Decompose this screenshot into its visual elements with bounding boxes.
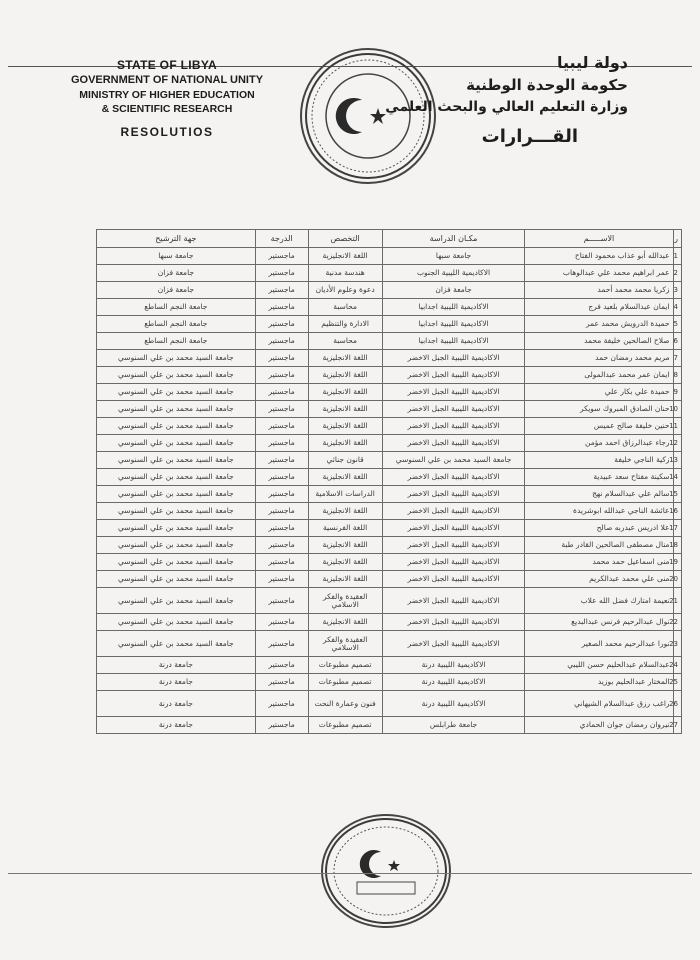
nominees-table — [96, 229, 682, 734]
table-row — [97, 282, 682, 299]
table-header-row — [97, 230, 682, 248]
english-letterhead — [62, 58, 272, 139]
nominee-name-cell: نوال عبدالرحيم فرنس عبدالبديع — [525, 614, 673, 631]
nominating-body-cell: جامعة السيد محمد بن علي السنوسي — [97, 614, 256, 631]
study-place-cell: الاكاديمية الليبية درنة — [382, 691, 525, 717]
nominating-body-cell: جامعة درنة — [97, 717, 256, 734]
row-number-cell: 25 — [673, 674, 681, 691]
degree-cell: ماجستير — [255, 717, 308, 734]
nominating-body-cell: جامعة السيد محمد بن علي السنوسي — [97, 350, 256, 367]
study-place-cell: الاكاديمية الليبية اجدابيا — [382, 333, 525, 350]
resolutions-title-en: RESOLUTIOS — [120, 125, 214, 139]
row-number-cell: 18 — [673, 537, 681, 554]
degree-cell: ماجستير — [255, 631, 308, 657]
specialization-cell: العقيدة والفكر الاسلامي — [308, 588, 382, 614]
nominee-name-cell: سالم علي عبدالسلام نهج — [525, 486, 673, 503]
table-row — [97, 452, 682, 469]
study-place-cell: جامعة سبها — [382, 248, 525, 265]
footer-rule — [8, 873, 692, 874]
study-place-cell: الاكاديمية الليبية الجبل الاخضر — [382, 486, 525, 503]
row-number-cell: 7 — [673, 350, 681, 367]
nominee-name-cell: حنان الصادق المبروك سويكر — [525, 401, 673, 418]
row-number-cell: 5 — [673, 316, 681, 333]
row-number-cell: 4 — [673, 299, 681, 316]
nominee-name-cell: منال مصطفى الصالحين القادر طبة — [525, 537, 673, 554]
degree-cell: ماجستير — [255, 435, 308, 452]
study-place-cell: الاكاديمية الليبية الجبل الاخضر — [382, 367, 525, 384]
degree-cell: ماجستير — [255, 503, 308, 520]
nominating-body-cell: جامعة درنة — [97, 674, 256, 691]
specialization-cell: تصميم مطبوعات — [308, 657, 382, 674]
table-row — [97, 401, 682, 418]
row-number-cell: 14 — [673, 469, 681, 486]
degree-cell: ماجستير — [255, 486, 308, 503]
table-row — [97, 717, 682, 734]
ministry-name-ar: وزارة التعليم العالي والبحث العلمي — [385, 99, 628, 115]
nominating-body-cell: جامعة السيد محمد بن علي السنوسي — [97, 486, 256, 503]
specialization-cell: اللغة الانجليزية — [308, 554, 382, 571]
degree-cell: ماجستير — [255, 367, 308, 384]
table-row — [97, 469, 682, 486]
specialization-cell: اللغة الانجليزية — [308, 503, 382, 520]
degree-cell: ماجستير — [255, 674, 308, 691]
resolutions-title-ar: القـــرارات — [481, 126, 578, 147]
row-number-cell: 10 — [673, 401, 681, 418]
table-row — [97, 418, 682, 435]
nominee-name-cell: زكريا محمد محمد أحمد — [525, 282, 673, 299]
study-place-cell: جامعة فزان — [382, 282, 525, 299]
specialization-cell: اللغة الانجليزية — [308, 350, 382, 367]
header-degree: الدرجة — [255, 230, 308, 248]
nominating-body-cell: جامعة السيد محمد بن علي السنوسي — [97, 435, 256, 452]
row-number-cell: 16 — [673, 503, 681, 520]
specialization-cell: اللغة الانجليزية — [308, 401, 382, 418]
table-row — [97, 316, 682, 333]
nominating-body-cell: جامعة السيد محمد بن علي السنوسي — [97, 401, 256, 418]
nominee-name-cell: زكية الناجي خليفة — [525, 452, 673, 469]
degree-cell: ماجستير — [255, 350, 308, 367]
row-number-cell: 21 — [673, 588, 681, 614]
nominating-body-cell: جامعة السيد محمد بن علي السنوسي — [97, 452, 256, 469]
state-name-en: STATE OF LIBYA — [117, 58, 217, 72]
specialization-cell: قانون جنائي — [308, 452, 382, 469]
study-place-cell: الاكاديمية الليبية الجبل الاخضر — [382, 503, 525, 520]
row-number-cell: 1 — [673, 248, 681, 265]
nominee-name-cell: صلاح الصالحين خليفة محمد — [525, 333, 673, 350]
specialization-cell: اللغة الفرنسية — [308, 520, 382, 537]
table-row — [97, 248, 682, 265]
study-place-cell: الاكاديمية الليبية الجبل الاخضر — [382, 350, 525, 367]
specialization-cell: اللغة الانجليزية — [308, 418, 382, 435]
degree-cell: ماجستير — [255, 418, 308, 435]
row-number-cell: 26 — [673, 691, 681, 717]
nominee-name-cell: علا ادريس عبدربه صالح — [525, 520, 673, 537]
degree-cell: ماجستير — [255, 282, 308, 299]
study-place-cell: الاكاديمية الليبية الجبل الاخضر — [382, 520, 525, 537]
degree-cell: ماجستير — [255, 299, 308, 316]
study-place-cell: الاكاديمية الليبية الجبل الاخضر — [382, 554, 525, 571]
specialization-cell: اللغة الانجليزية — [308, 469, 382, 486]
study-place-cell: الاكاديمية الليبية الجبل الاخضر — [382, 631, 525, 657]
header-place: مكـان الدراسة — [382, 230, 525, 248]
study-place-cell: الاكاديمية الليبية الجبل الاخضر — [382, 614, 525, 631]
degree-cell: ماجستير — [255, 248, 308, 265]
nominee-name-cell: نيروان رمضان جوان الحمادي — [525, 717, 673, 734]
specialization-cell: اللغة الانجليزية — [308, 248, 382, 265]
arabic-letterhead — [368, 52, 628, 152]
seal-emblem-icon — [323, 816, 449, 926]
nominating-body-cell: جامعة السيد محمد بن علي السنوسي — [97, 537, 256, 554]
degree-cell: ماجستير — [255, 554, 308, 571]
degree-cell: ماجستير — [255, 469, 308, 486]
row-number-cell: 20 — [673, 571, 681, 588]
nominating-body-cell: جامعة السيد محمد بن علي السنوسي — [97, 469, 256, 486]
study-place-cell: الاكاديمية الليبية الجبل الاخضر — [382, 418, 525, 435]
nominating-body-cell: جامعة السيد محمد بن علي السنوسي — [97, 418, 256, 435]
nominee-name-cell: نعيمة امتارك فضل الله علاب — [525, 588, 673, 614]
ministry-name-en-2: & SCIENTIFIC RESEARCH — [101, 103, 233, 115]
nominee-name-cell: حميدة علي بكار علي — [525, 384, 673, 401]
specialization-cell: اللغة الانجليزية — [308, 537, 382, 554]
row-number-cell: 24 — [673, 657, 681, 674]
specialization-cell: اللغة الانجليزية — [308, 384, 382, 401]
degree-cell: ماجستير — [255, 657, 308, 674]
table-row — [97, 588, 682, 614]
table-row — [97, 299, 682, 316]
degree-cell: ماجستير — [255, 384, 308, 401]
nominating-body-cell: جامعة درنة — [97, 691, 256, 717]
state-name-ar: دولة ليبيا — [556, 53, 628, 72]
nominee-name-cell: عبدالله أبو عذاب محمود الفتاح — [525, 248, 673, 265]
table-row — [97, 384, 682, 401]
table-row — [97, 265, 682, 282]
study-place-cell: الاكاديمية الليبية الجبل الاخضر — [382, 571, 525, 588]
study-place-cell: الاكاديمية الليبية الجنوب — [382, 265, 525, 282]
specialization-cell: تصميم مطبوعات — [308, 717, 382, 734]
header-num: ر — [673, 230, 681, 248]
nominee-name-cell: نورا عبدالرحيم محمد الصغير — [525, 631, 673, 657]
specialization-cell: اللغة الانجليزية — [308, 367, 382, 384]
study-place-cell: الاكاديمية الليبية اجدابيا — [382, 316, 525, 333]
nominee-name-cell: مريم محمد رمضان حمد — [525, 350, 673, 367]
row-number-cell: 27 — [673, 717, 681, 734]
table-row — [97, 520, 682, 537]
government-name-en: GOVERNMENT OF NATIONAL UNITY — [70, 74, 264, 86]
specialization-cell: اللغة الانجليزية — [308, 571, 382, 588]
study-place-cell: الاكاديمية الليبية الجبل الاخضر — [382, 435, 525, 452]
specialization-cell: فنون وعمارة النحت — [308, 691, 382, 717]
nominee-name-cell: راغب رزق عبدالسلام الشيهاني — [525, 691, 673, 717]
nominee-name-cell: ايمان عبدالسلام بلعيد فرج — [525, 299, 673, 316]
degree-cell: ماجستير — [255, 333, 308, 350]
table-row — [97, 657, 682, 674]
specialization-cell: هندسة مدنية — [308, 265, 382, 282]
row-number-cell: 15 — [673, 486, 681, 503]
row-number-cell: 11 — [673, 418, 681, 435]
nominating-body-cell: جامعة السيد محمد بن علي السنوسي — [97, 571, 256, 588]
header-specialization: التخصص — [308, 230, 382, 248]
study-place-cell: الاكاديمية الليبية الجبل الاخضر — [382, 401, 525, 418]
row-number-cell: 22 — [673, 614, 681, 631]
table-row — [97, 571, 682, 588]
table-row — [97, 554, 682, 571]
degree-cell: ماجستير — [255, 452, 308, 469]
ministry-seal-bottom — [321, 814, 451, 928]
table-row — [97, 350, 682, 367]
row-number-cell: 3 — [673, 282, 681, 299]
degree-cell: ماجستير — [255, 571, 308, 588]
study-place-cell: الاكاديمية الليبية اجدابيا — [382, 299, 525, 316]
study-place-cell: جامعة طرابلس — [382, 717, 525, 734]
row-number-cell: 8 — [673, 367, 681, 384]
row-number-cell: 2 — [673, 265, 681, 282]
study-place-cell: الاكاديمية الليبية الجبل الاخضر — [382, 588, 525, 614]
table-row — [97, 674, 682, 691]
nominee-name-cell: عائشة الناجي عبدالله ابوشريدة — [525, 503, 673, 520]
study-place-cell: الاكاديمية الليبية الجبل الاخضر — [382, 537, 525, 554]
nominee-name-cell: رجاء عبدالرزاق احمد مؤمن — [525, 435, 673, 452]
header-nominating-body: جهة الترشيح — [97, 230, 256, 248]
government-name-ar: حكومة الوحدة الوطنية — [466, 76, 628, 94]
nominee-name-cell: ايمان عمر محمد عبدالمولى — [525, 367, 673, 384]
specialization-cell: محاسبة — [308, 299, 382, 316]
nominee-name-cell: عمر ابراهيم محمد علي عبدالوهاب — [525, 265, 673, 282]
nominating-body-cell: جامعة فزان — [97, 282, 256, 299]
nominating-body-cell: جامعة سبها — [97, 248, 256, 265]
degree-cell: ماجستير — [255, 401, 308, 418]
nominating-body-cell: جامعة فزان — [97, 265, 256, 282]
table-row — [97, 503, 682, 520]
study-place-cell: الاكاديمية الليبية الجبل الاخضر — [382, 384, 525, 401]
study-place-cell: الاكاديمية الليبية درنة — [382, 657, 525, 674]
specialization-cell: اللغة الانجليزية — [308, 614, 382, 631]
nominee-name-cell: عبدالسلام عبدالحليم حسن الليبي — [525, 657, 673, 674]
ministry-name-en: MINISTRY OF HIGHER EDUCATION — [79, 89, 255, 101]
row-number-cell: 9 — [673, 384, 681, 401]
degree-cell: ماجستير — [255, 588, 308, 614]
degree-cell: ماجستير — [255, 520, 308, 537]
study-place-cell: الاكاديمية الليبية درنة — [382, 674, 525, 691]
degree-cell: ماجستير — [255, 691, 308, 717]
degree-cell: ماجستير — [255, 316, 308, 333]
specialization-cell: الادارة والتنظيم — [308, 316, 382, 333]
header-name: الاســـــم — [525, 230, 673, 248]
nominating-body-cell: جامعة درنة — [97, 657, 256, 674]
nominating-body-cell: جامعة السيد محمد بن علي السنوسي — [97, 631, 256, 657]
table-row — [97, 367, 682, 384]
nominating-body-cell: جامعة السيد محمد بن علي السنوسي — [97, 503, 256, 520]
specialization-cell: محاسبة — [308, 333, 382, 350]
nominee-name-cell: حميدة الدرويش محمد عمر — [525, 316, 673, 333]
specialization-cell: اللغة الانجليزية — [308, 435, 382, 452]
study-place-cell: جامعة السيد محمد بن علي السنوسي — [382, 452, 525, 469]
nominating-body-cell: جامعة السيد محمد بن علي السنوسي — [97, 588, 256, 614]
specialization-cell: الدراسات الاسلامية — [308, 486, 382, 503]
row-number-cell: 13 — [673, 452, 681, 469]
nominating-body-cell: جامعة السيد محمد بن علي السنوسي — [97, 520, 256, 537]
specialization-cell: العقيدة والفكر الاسلامي — [308, 631, 382, 657]
nominating-body-cell: جامعة السيد محمد بن علي السنوسي — [97, 384, 256, 401]
nominating-body-cell: جامعة النجم الساطع — [97, 333, 256, 350]
nominating-body-cell: جامعة السيد محمد بن علي السنوسي — [97, 554, 256, 571]
nominating-body-cell: جامعة النجم الساطع — [97, 299, 256, 316]
table-row — [97, 631, 682, 657]
table-row — [97, 614, 682, 631]
nominee-name-cell: المختار عبدالحليم بوزيد — [525, 674, 673, 691]
nominee-name-cell: حنين خليفة صالح عميس — [525, 418, 673, 435]
table-row — [97, 486, 682, 503]
row-number-cell: 23 — [673, 631, 681, 657]
row-number-cell: 12 — [673, 435, 681, 452]
study-place-cell: الاكاديمية الليبية الجبل الاخضر — [382, 469, 525, 486]
table-row — [97, 333, 682, 350]
row-number-cell: 6 — [673, 333, 681, 350]
table-row — [97, 691, 682, 717]
nominating-body-cell: جامعة السيد محمد بن علي السنوسي — [97, 367, 256, 384]
nominee-name-cell: سكينة مفتاح سعد عبيدية — [525, 469, 673, 486]
nominee-name-cell: منى اسماعيل حمد محمد — [525, 554, 673, 571]
table-row — [97, 435, 682, 452]
nominating-body-cell: جامعة النجم الساطع — [97, 316, 256, 333]
specialization-cell: تصميم مطبوعات — [308, 674, 382, 691]
row-number-cell: 17 — [673, 520, 681, 537]
degree-cell: ماجستير — [255, 265, 308, 282]
specialization-cell: دعوة وعلوم الأديان — [308, 282, 382, 299]
degree-cell: ماجستير — [255, 537, 308, 554]
table-row — [97, 537, 682, 554]
degree-cell: ماجستير — [255, 614, 308, 631]
row-number-cell: 19 — [673, 554, 681, 571]
nominee-name-cell: منى علي محمد عبدالكريم — [525, 571, 673, 588]
